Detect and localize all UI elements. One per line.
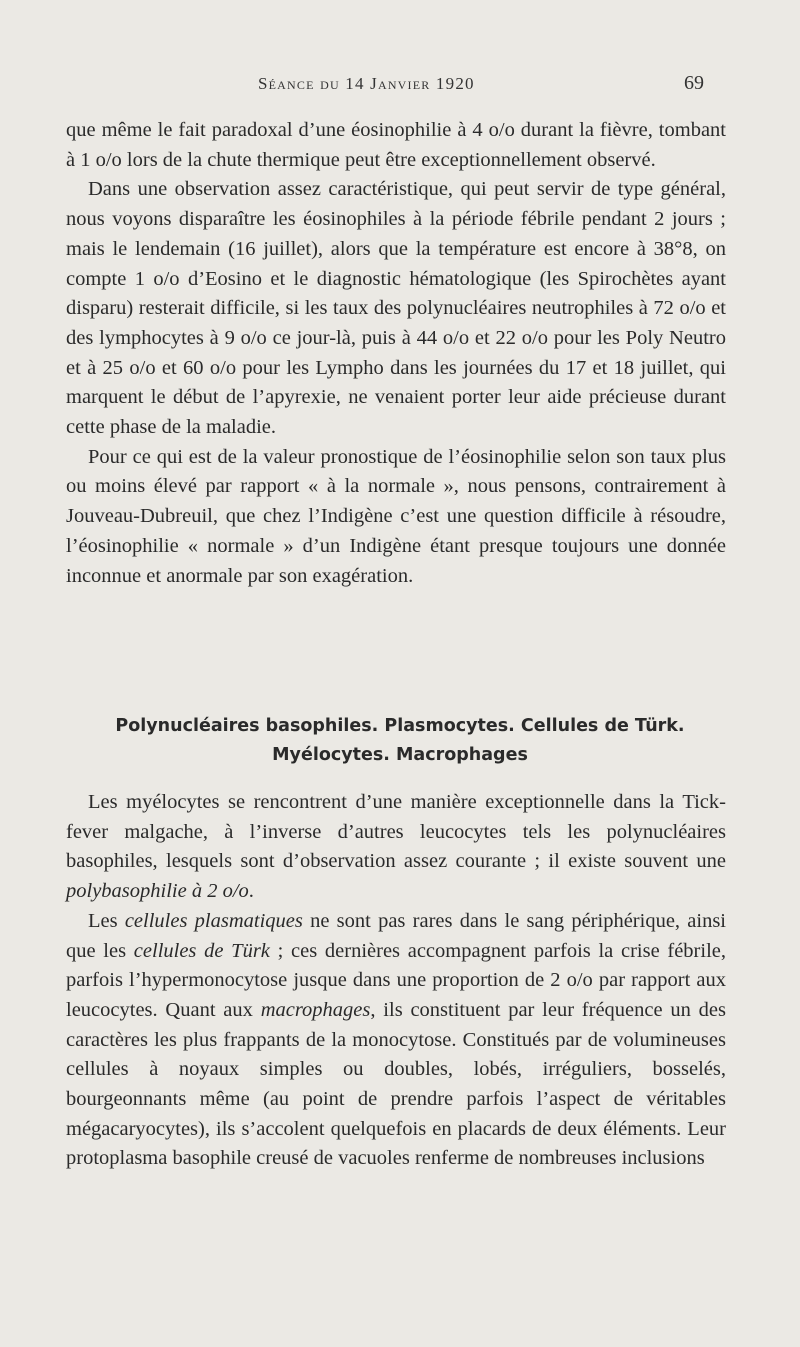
paragraph-continuation: que même le fait paradoxal d’une éosinophilie à 4 o/o durant la fièvre, tombant à 1 o/o lors de la chute thermique peut être exceptionnellement observé. — [66, 119, 726, 171]
running-header — [0, 74, 800, 104]
paragraph-observation: Dans une observation assez caractéristique, qui peut servir de type général, nous voyons disparaître les éosinophiles à la période fébrile pendant 2 jours ; mais le lendemain (16 juillet), alors que la température est encore à 38°8, on compte 1 o/o d’Eosino et le diagnostic hématologique (les Spirochètes ayant disparu) resterait difficile, si les taux des polynucléaires neutrophiles à 72 o/o et des lymphocytes à 9 o/o ce jour-là, puis à 44 o/o et 22 o/o pour les Poly Neutro et à 25 o/o et 60 o/o pour les Lympho dans les journées du 17 et 18 juillet, qui marquent le début de l’apyrexie, ne venaient porter leur aide précieuse durant cette phase de la maladie. — [66, 178, 726, 439]
text-span: ne sont pas rares dans le sang périphérique, ainsi que les — [66, 909, 726, 962]
page-number: 69 — [684, 72, 704, 94]
text-block-basophiles — [66, 788, 726, 1174]
text-span: , ils constituent par leur fréquence un des caractères les plus frappants de la monocytose. Constitués par de volumineuses cellules à noyaux simples ou doubles, lobés, irréguliers, bosselés, bourgeonnants même (au point de prendre parfois l’aspect de véritables mégacaryocytes), ils s’accolent quelquefois en placards de deux éléments. Leur protoplasma basophile creusé de vacuoles renferme de nombreuses inclusions — [66, 998, 726, 1170]
text-span: Les — [88, 909, 125, 932]
header-title: Séance du 14 Janvier 1920 — [258, 74, 475, 93]
text-block-eosinophilia — [66, 116, 726, 591]
section-heading-line2: Myélocytes. Macrophages — [272, 745, 528, 765]
section-heading — [66, 712, 734, 770]
paragraph-plasma-cells — [66, 907, 726, 1174]
section-heading-line1: Polynucléaires basophiles. Plasmocytes. Cellules de Türk. — [115, 716, 685, 736]
text-span: . — [248, 880, 254, 903]
paragraph-prognosis: Pour ce qui est de la valeur pronostique de l’éosinophilie selon son taux plus ou moins élevé par rapport « à la normale », nous pensons, contrairement à Jouveau-Dubreuil, que chez l’Indigène c’est une question difficile à résoudre, l’éosinophilie « normale » d’un Indigène étant presque toujours une donnée inconnue et anormale par son exagération. — [66, 445, 726, 587]
paragraph-myelocytes — [66, 788, 726, 907]
italic-term: polybasophilie à 2 o/o — [66, 880, 249, 903]
text-span: ; ces dernières accompagnent parfois la crise fébrile, parfois l’hypermonocytose jusque dans une proportion de 2 o/o par rapport aux leucocytes. Quant aux — [66, 939, 726, 1021]
italic-term: cellules de Türk — [133, 939, 270, 962]
italic-term: macrophages — [260, 998, 371, 1021]
italic-term: cellules plasmatiques — [124, 909, 303, 932]
text-span: Les myélocytes se rencontrent d’une manière exceptionnelle dans la Tick-fever malgache, à l’inverse d’autres leucocytes tels les polynucléaires basophiles, lesquels sont d’observation assez courante ; il existe souvent une — [66, 791, 726, 873]
